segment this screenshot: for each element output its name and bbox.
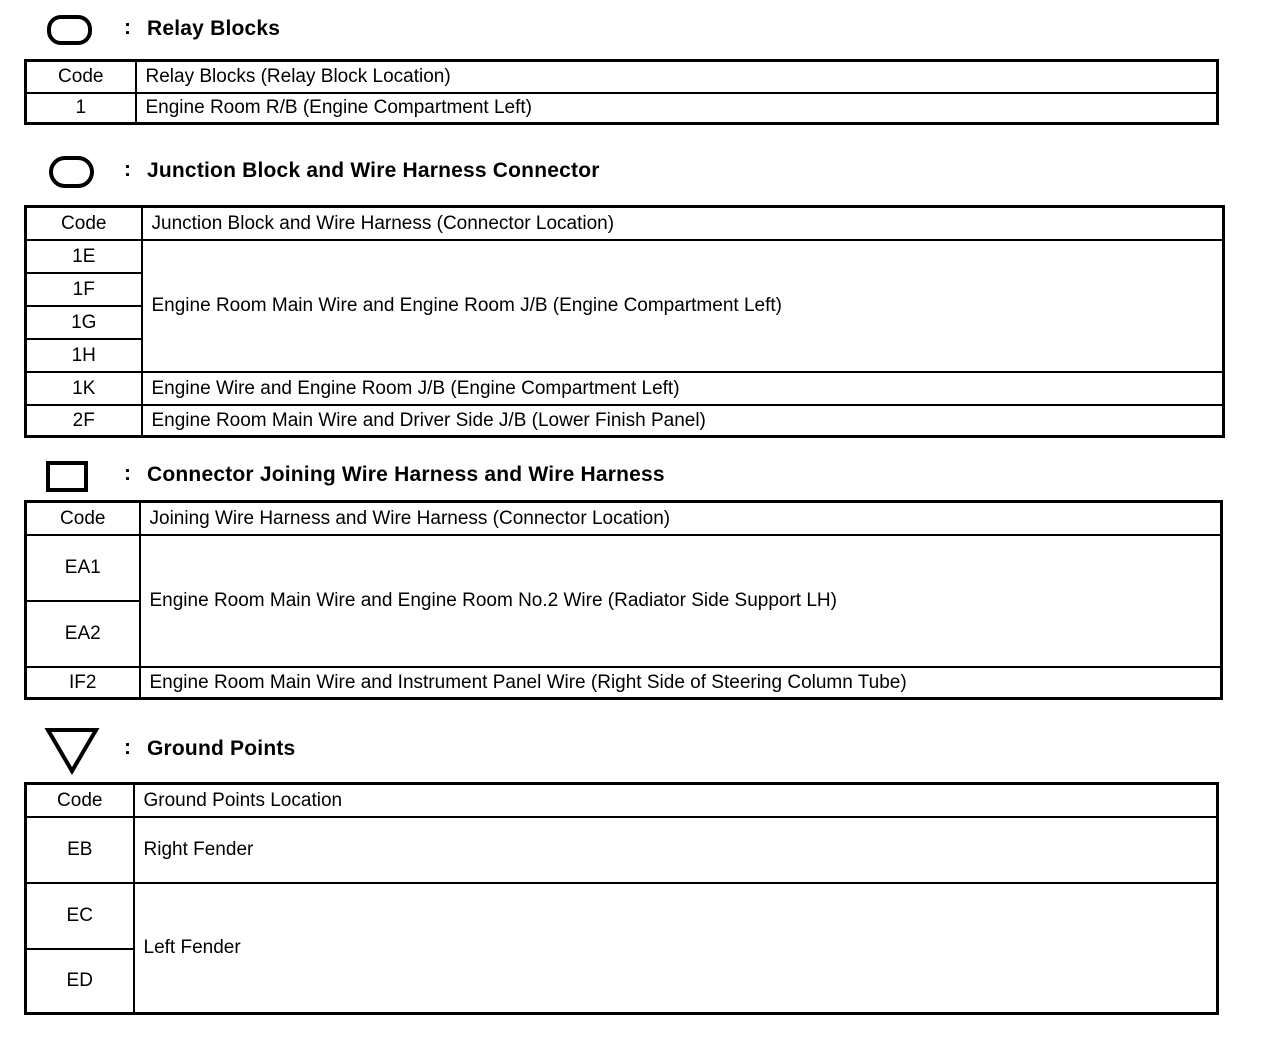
table-row	[26, 372, 1224, 405]
code-cell: IF2	[26, 667, 140, 699]
code-header: Code	[26, 502, 140, 535]
section-title: Junction Block and Wire Harness Connector	[147, 159, 600, 182]
code-header: Code	[26, 784, 134, 817]
section-title: Connector Joining Wire Harness and Wire Harness	[147, 463, 665, 486]
rounded-rectangle-icon	[46, 14, 94, 48]
code-header: Code	[26, 61, 136, 93]
code-cell: EC	[26, 883, 134, 949]
table-row	[26, 405, 1224, 437]
table-header-row	[26, 61, 1218, 93]
heading-colon: :	[124, 16, 131, 39]
heading-colon: :	[124, 736, 131, 759]
ground-points-table	[24, 782, 1219, 1015]
table-header-row	[26, 207, 1224, 240]
code-cell: EA1	[26, 535, 140, 601]
code-cell: 1E	[26, 240, 142, 273]
relay-blocks-table	[24, 59, 1219, 125]
location-cell: Engine Room Main Wire and Driver Side J/B (Lower Finish Panel)	[142, 405, 1224, 437]
table-header-row	[26, 502, 1222, 535]
ground-points-heading	[0, 726, 1264, 770]
code-cell: 1	[26, 93, 136, 124]
code-cell: EA2	[26, 601, 140, 667]
connector-joining-table	[24, 500, 1223, 700]
location-header: Ground Points Location	[134, 784, 1218, 817]
connector-joining-heading	[0, 452, 1264, 496]
code-header: Code	[26, 207, 142, 240]
triangle-down-icon	[44, 726, 100, 776]
code-cell: 1F	[26, 273, 142, 306]
heading-colon: :	[124, 462, 131, 485]
code-cell: 1G	[26, 306, 142, 339]
location-cell: Engine Room R/B (Engine Compartment Left)	[136, 93, 1218, 124]
code-cell: ED	[26, 949, 134, 1014]
table-row	[26, 535, 1222, 601]
section-title: Relay Blocks	[147, 17, 281, 40]
location-cell: Right Fender	[134, 817, 1218, 883]
section-title: Ground Points	[147, 737, 296, 760]
table-row	[26, 240, 1224, 273]
table-row	[26, 667, 1222, 699]
location-header: Relay Blocks (Relay Block Location)	[136, 61, 1218, 93]
square-icon	[45, 460, 91, 494]
location-cell: Engine Room Main Wire and Engine Room J/B (Engine Compartment Left)	[142, 240, 1224, 372]
location-cell: Engine Room Main Wire and Engine Room No.2 Wire (Radiator Side Support LH)	[140, 535, 1222, 667]
code-cell: 2F	[26, 405, 142, 437]
location-header: Joining Wire Harness and Wire Harness (Connector Location)	[140, 502, 1222, 535]
relay-blocks-heading	[0, 8, 1264, 52]
table-row	[26, 883, 1218, 949]
location-header: Junction Block and Wire Harness (Connector Location)	[142, 207, 1224, 240]
location-cell: Engine Room Main Wire and Instrument Panel Wire (Right Side of Steering Column Tube)	[140, 667, 1222, 699]
code-cell: 1H	[26, 339, 142, 372]
oval-icon	[48, 155, 96, 191]
code-cell: EB	[26, 817, 134, 883]
table-row	[26, 93, 1218, 124]
location-cell: Engine Wire and Engine Room J/B (Engine Compartment Left)	[142, 372, 1224, 405]
location-cell: Left Fender	[134, 883, 1218, 1014]
junction-block-heading	[0, 150, 1264, 194]
junction-block-table	[24, 205, 1225, 438]
code-cell: 1K	[26, 372, 142, 405]
heading-colon: :	[124, 158, 131, 181]
table-row	[26, 817, 1218, 883]
table-header-row	[26, 784, 1218, 817]
